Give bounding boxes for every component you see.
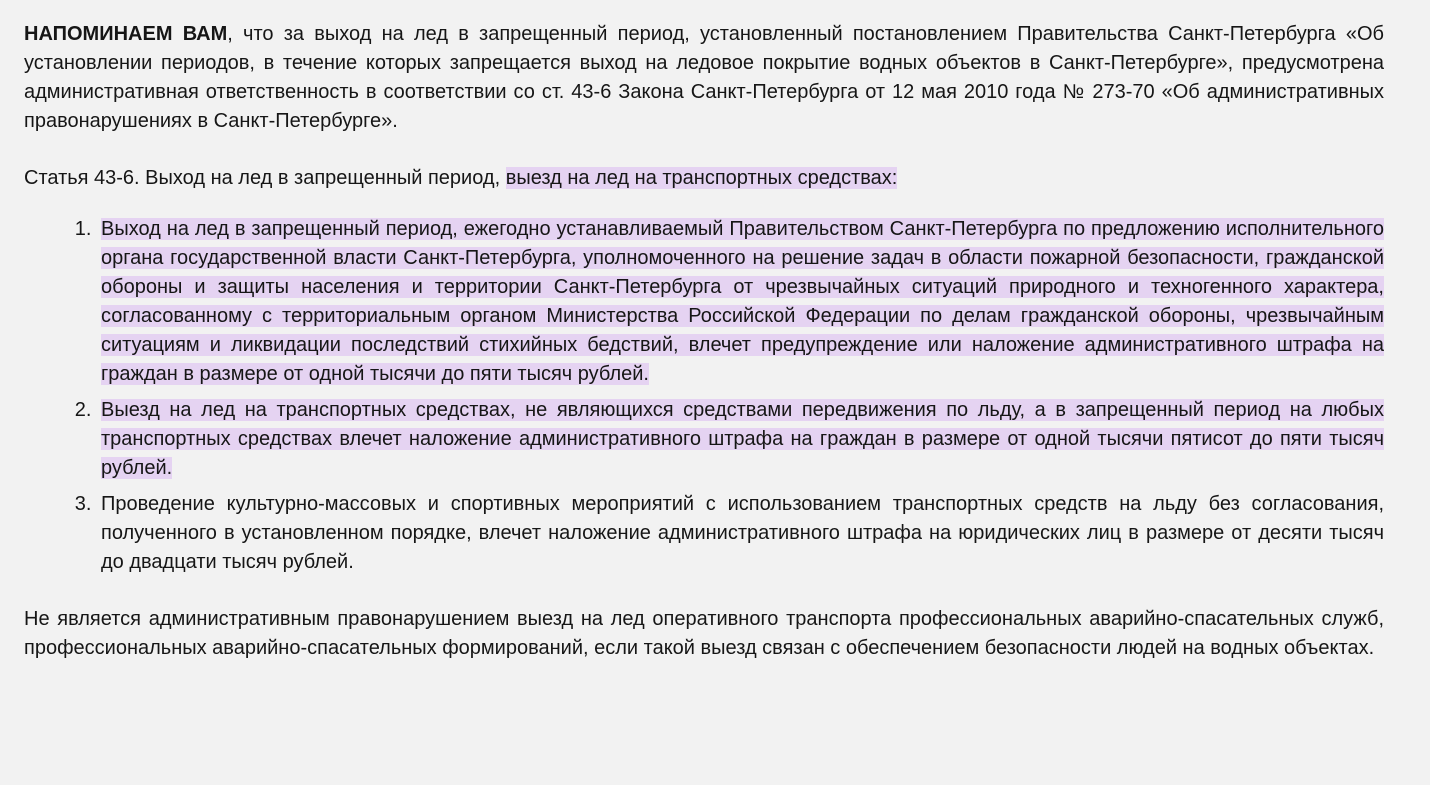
list-item-1	[97, 215, 1384, 389]
article-heading-highlight: выезд на лед на транспортных средствах:	[505, 167, 898, 189]
list-item-2	[97, 396, 1384, 483]
list-item-2-text: Выезд на лед на транспортных средствах, не являющихся средствами передвижения по льду, а в запрещенный период на любых транспортных средствах влечет наложение административного штрафа на граждан в размере от одной тысячи пятисот до пяти тысяч рублей.	[101, 399, 1384, 479]
list-item-3	[97, 490, 1384, 577]
intro-text: , что за выход на лед в запрещенный период, установленный постановлением Правительства Санкт-Петербурга «Об установлении периодов, в течение которых запрещается выход на ледовое покрытие водных объектов в Санкт-Петербурге», предусмотрена административная ответственность в соответствии со ст. 43-6 Закона Санкт-Петербурга от 12 мая 2010 года № 273-70 «Об административных правонарушениях в Санкт-Петербурге».	[24, 23, 1384, 132]
article-heading	[24, 164, 1384, 193]
article-heading-plain: Статья 43-6. Выход на лед в запрещенный период,	[24, 167, 506, 189]
list-item-1-text: Выход на лед в запрещенный период, ежегодно устанавливаемый Правительством Санкт-Петербурга по предложению исполнительного органа государственной власти Санкт-Петербурга, уполномоченного на решение задач в области пожарной безопасности, гражданской обороны и защиты населения и территории Санкт-Петербурга от чрезвычайных ситуаций природного и техногенного характера, согласованному с территориальным органом Министерства Российской Федерации по делам гражданской обороны, чрезвычайным ситуациям и ликвидации последствий стихийных бедствий, влечет предупреждение или наложение административного штрафа на граждан в размере от одной тысячи до пяти тысяч рублей.	[101, 218, 1384, 385]
list-item-3-text: Проведение культурно-массовых и спортивных мероприятий с использованием транспортных средств на льду без согласования, полученного в установленном порядке, влечет наложение административного штрафа на юридических лиц в размере от десяти тысяч до двадцати тысяч рублей.	[101, 493, 1384, 573]
intro-bold-lead: НАПОМИНАЕМ ВАМ	[24, 23, 228, 45]
closing-paragraph: Не является административным правонарушением выезд на лед оперативного транспорта профессиональных аварийно-спасательных служб, профессиональных аварийно-спасательных формирований, если такой выезд связан с обеспечением безопасности людей на водных объектах.	[24, 608, 1384, 659]
violations-list	[24, 215, 1384, 577]
intro-paragraph	[24, 20, 1384, 136]
